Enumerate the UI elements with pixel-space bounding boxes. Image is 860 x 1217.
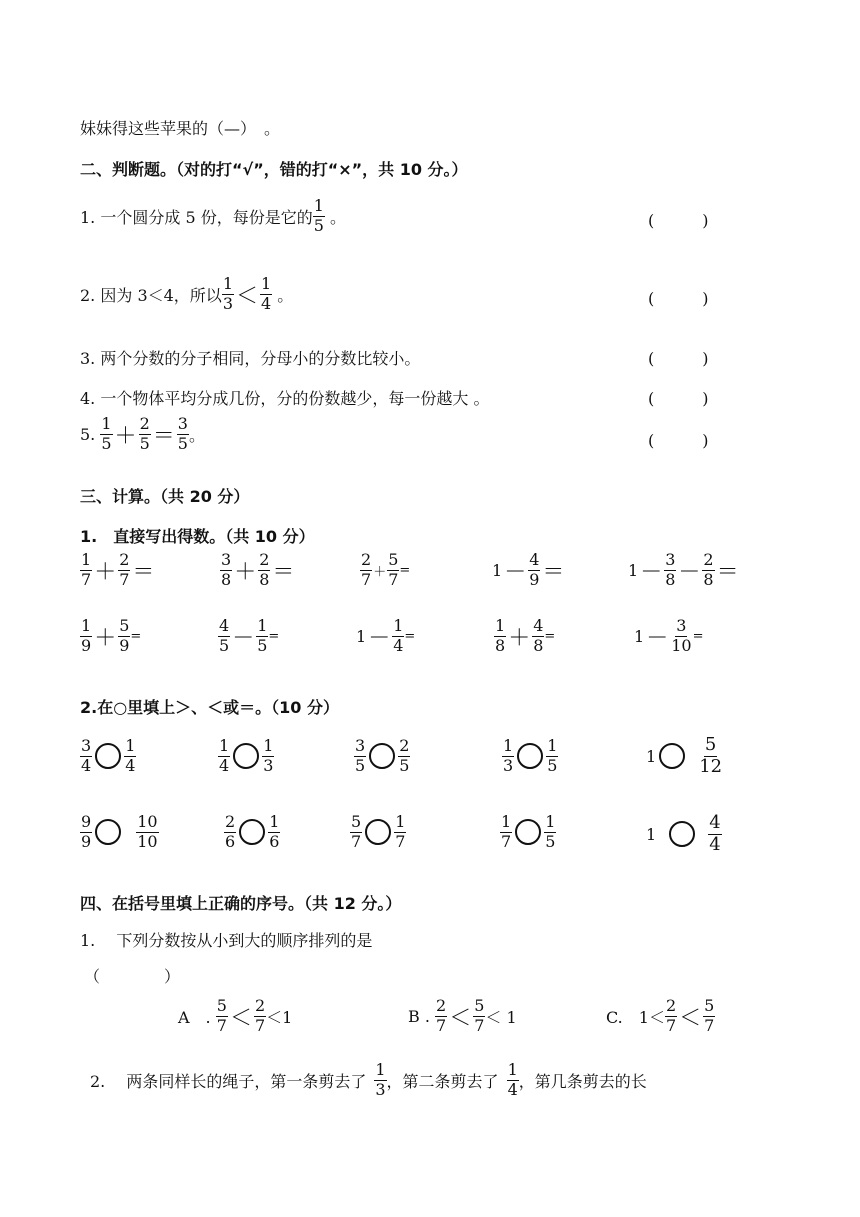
- fraction: $\frac{2}{7}$: [254, 996, 266, 1035]
- calc-expr-8: [356, 618, 415, 655]
- option-b-label: B .: [408, 1006, 430, 1026]
- section-2-title: 二、判断题。（对的打“√”，错的打“×”，共 10 分。）: [80, 160, 468, 179]
- compare-item-6: [80, 814, 159, 851]
- fraction: $\frac{2}{5}$: [399, 736, 410, 775]
- fraction: $\frac{1}{7}$: [81, 550, 92, 589]
- fraction: $\frac{1}{5}$: [313, 196, 324, 235]
- whole-number: 1: [356, 626, 367, 646]
- fraction: $\frac{4}{8}$: [533, 616, 544, 655]
- equals-sign: ＝: [152, 423, 175, 449]
- option-a-tail: ＜1: [266, 1007, 293, 1027]
- fraction: $\frac{1}{4}$: [393, 616, 404, 655]
- compare-item-3: [354, 738, 410, 775]
- plus-sign: ＋: [114, 423, 137, 449]
- period: 。: [272, 285, 294, 305]
- equals-sign: ＝: [542, 559, 565, 585]
- fraction: $\frac{1}{5}$: [545, 812, 556, 851]
- equals-sign: =: [404, 628, 416, 644]
- option-a[interactable]: [178, 998, 292, 1035]
- fraction: $\frac{1}{8}$: [495, 616, 506, 655]
- section-3-title: 三、计算。（共 20 分）: [80, 487, 250, 506]
- minus-sign: －: [504, 559, 527, 585]
- option-b-tail: ＜ 1: [485, 1007, 517, 1027]
- fraction: $\frac{10}{10}$: [137, 812, 158, 851]
- answer-circle[interactable]: [239, 819, 265, 845]
- answer-circle[interactable]: [95, 819, 121, 845]
- calc-expr-7: [218, 618, 279, 655]
- compare-item-7: [224, 814, 280, 851]
- fraction: $\frac{1}{4}$: [219, 736, 230, 775]
- calc-expr-2: [220, 552, 294, 589]
- fraction: $\frac{4}{4}$: [709, 812, 721, 855]
- fraction: $\frac{5}{7}$: [704, 996, 715, 1035]
- equals-sign: =: [692, 628, 704, 644]
- fraction: $\frac{5}{7}$: [388, 550, 399, 589]
- equals-sign: =: [399, 562, 411, 578]
- minus-sign: －: [646, 625, 669, 651]
- whole-number: 1: [646, 746, 657, 766]
- judge-item-2-text: 2. 因为 3＜4，所以: [80, 285, 222, 305]
- section-4-title: 四、在括号里填上正确的序号。（共 12 分。）: [80, 894, 402, 913]
- plus-sign: ＋: [94, 625, 117, 651]
- fraction: $\frac{2}{8}$: [703, 550, 714, 589]
- judge-item-4: 4. 一个物体平均分成几份，分的份数越少，每一份越大 。: [80, 389, 490, 408]
- less-than-sign: ＜: [449, 1005, 472, 1031]
- fraction: $\frac{5}{7}$: [216, 996, 227, 1035]
- question-2-text-b: ，第二条剪去了: [386, 1071, 499, 1091]
- fraction: $\frac{1}{4}$: [507, 1060, 518, 1099]
- compare-item-4: [502, 738, 558, 775]
- less-than-sign: ＜: [236, 283, 259, 309]
- fraction: $\frac{1}{3}$: [375, 1060, 386, 1099]
- fraction: $\frac{9}{9}$: [81, 812, 92, 851]
- fraction: $\frac{3}{4}$: [81, 736, 92, 775]
- fraction: $\frac{3}{8}$: [665, 550, 676, 589]
- period: 。: [188, 425, 205, 445]
- judge-item-3: 3. 两个分数的分子相同，分母小的分数比较小。: [80, 349, 421, 368]
- fraction: $\frac{4}{9}$: [529, 550, 540, 589]
- equals-sign: =: [268, 628, 280, 644]
- fraction: $\frac{5}{12}$: [699, 734, 723, 777]
- minus-sign: －: [640, 559, 663, 585]
- compare-item-5: [646, 736, 723, 777]
- answer-circle[interactable]: [515, 819, 541, 845]
- judge-item-5: [80, 416, 205, 453]
- answer-blank-4[interactable]: ( ): [648, 389, 709, 408]
- fraction: $\frac{5}{7}$: [351, 812, 362, 851]
- fraction: $\frac{3}{5}$: [355, 736, 366, 775]
- fraction: $\frac{1}{3}$: [222, 274, 233, 313]
- answer-circle[interactable]: [365, 819, 391, 845]
- whole-number: 1: [492, 560, 503, 580]
- fraction: $\frac{2}{7}$: [436, 996, 447, 1035]
- fraction: $\frac{1}{7}$: [501, 812, 512, 851]
- equals-sign: ＝: [272, 559, 295, 585]
- answer-circle[interactable]: [233, 743, 259, 769]
- calc-expr-3: [360, 552, 410, 589]
- section-3-sub2: 2.在○里填上＞、＜或＝。（10 分）: [80, 698, 340, 717]
- question-2-text-c: ，第几条剪去的长: [518, 1071, 647, 1091]
- option-c-label: C. 1＜: [606, 1007, 665, 1027]
- compare-item-8: [350, 814, 406, 851]
- whole-number: 1: [634, 626, 645, 646]
- fraction: $\frac{1}{4}$: [125, 736, 136, 775]
- calc-expr-10: [634, 618, 703, 655]
- calc-expr-6: [80, 618, 141, 655]
- fraction: $\frac{1}{4}$: [261, 274, 272, 313]
- compare-item-1: [80, 738, 136, 775]
- plus-sign: ＋: [234, 559, 257, 585]
- plus-sign: ＋: [94, 559, 117, 585]
- fraction: $\frac{1}{5}$: [547, 736, 558, 775]
- question-1-answer-blank[interactable]: （ ）: [84, 967, 181, 986]
- judge-item-5-number: 5.: [80, 424, 96, 444]
- whole-number: 1: [646, 824, 657, 844]
- fraction: $\frac{1}{3}$: [263, 736, 274, 775]
- compare-item-10: [646, 814, 722, 855]
- fraction: $\frac{2}{7}$: [665, 996, 677, 1035]
- answer-blank-5[interactable]: ( ): [648, 431, 709, 450]
- calc-expr-4: [492, 552, 564, 589]
- answer-circle[interactable]: [669, 821, 695, 847]
- section-3-sub1: 1. 直接写出得数。（共 10 分）: [80, 527, 315, 546]
- calc-expr-1: [80, 552, 154, 589]
- fraction: $\frac{5}{9}$: [119, 616, 130, 655]
- judge-item-1-text: 1. 一个圆分成 5 份，每份是它的: [80, 207, 313, 227]
- fraction: $\frac{4}{5}$: [219, 616, 230, 655]
- fraction: $\frac{2}{8}$: [259, 550, 270, 589]
- answer-blank-3[interactable]: ( ): [648, 349, 709, 368]
- fraction: $\frac{1}{6}$: [269, 812, 280, 851]
- fraction: $\frac{3}{5}$: [177, 414, 188, 453]
- option-c[interactable]: [606, 998, 715, 1035]
- compare-item-9: [500, 814, 556, 851]
- option-b[interactable]: [408, 998, 517, 1035]
- judge-item-1: [80, 198, 346, 235]
- calc-expr-9: [494, 618, 555, 655]
- fraction: $\frac{5}{7}$: [474, 996, 485, 1035]
- fraction: $\frac{2}{7}$: [361, 550, 372, 589]
- plus-sign: ＋: [373, 564, 387, 580]
- question-1-text: 1. 下列分数按从小到大的顺序排列的是: [80, 931, 373, 950]
- answer-circle[interactable]: [517, 743, 543, 769]
- fraction: $\frac{2}{6}$: [225, 812, 236, 851]
- equals-sign: =: [130, 628, 142, 644]
- question-2-text-a: 2. 两条同样长的绳子，第一条剪去了: [90, 1071, 367, 1091]
- minus-sign: －: [368, 625, 391, 651]
- judge-item-2: [80, 276, 293, 313]
- answer-blank-1[interactable]: ( ): [648, 211, 709, 230]
- intro-line: 妹妹得这些苹果的（—） 。: [80, 119, 281, 138]
- equals-sign: ＝: [132, 559, 155, 585]
- less-than-sign: ＜: [679, 1005, 702, 1031]
- fraction: $\frac{3}{10}$: [671, 616, 692, 655]
- calc-expr-5: [628, 552, 739, 589]
- question-2: [90, 1062, 647, 1099]
- plus-sign: ＋: [508, 625, 531, 651]
- whole-number: 1: [628, 560, 639, 580]
- answer-circle[interactable]: [369, 743, 395, 769]
- period: 。: [324, 207, 346, 227]
- fraction: $\frac{1}{5}$: [257, 616, 268, 655]
- fraction: $\frac{3}{8}$: [221, 550, 232, 589]
- fraction: $\frac{1}{9}$: [81, 616, 92, 655]
- answer-circle[interactable]: [659, 743, 685, 769]
- fraction: $\frac{1}{5}$: [101, 414, 112, 453]
- less-than-sign: ＜: [229, 1005, 252, 1031]
- fraction: $\frac{1}{7}$: [395, 812, 406, 851]
- option-a-label: A .: [178, 1007, 211, 1027]
- equals-sign: ＝: [716, 559, 739, 585]
- answer-blank-2[interactable]: ( ): [648, 289, 709, 308]
- fraction: $\frac{1}{3}$: [503, 736, 514, 775]
- answer-circle[interactable]: [95, 743, 121, 769]
- fraction: $\frac{2}{7}$: [119, 550, 130, 589]
- minus-sign: －: [232, 625, 255, 651]
- compare-item-2: [218, 738, 274, 775]
- minus-sign: －: [678, 559, 701, 585]
- fraction: $\frac{2}{5}$: [139, 414, 150, 453]
- equals-sign: =: [544, 628, 556, 644]
